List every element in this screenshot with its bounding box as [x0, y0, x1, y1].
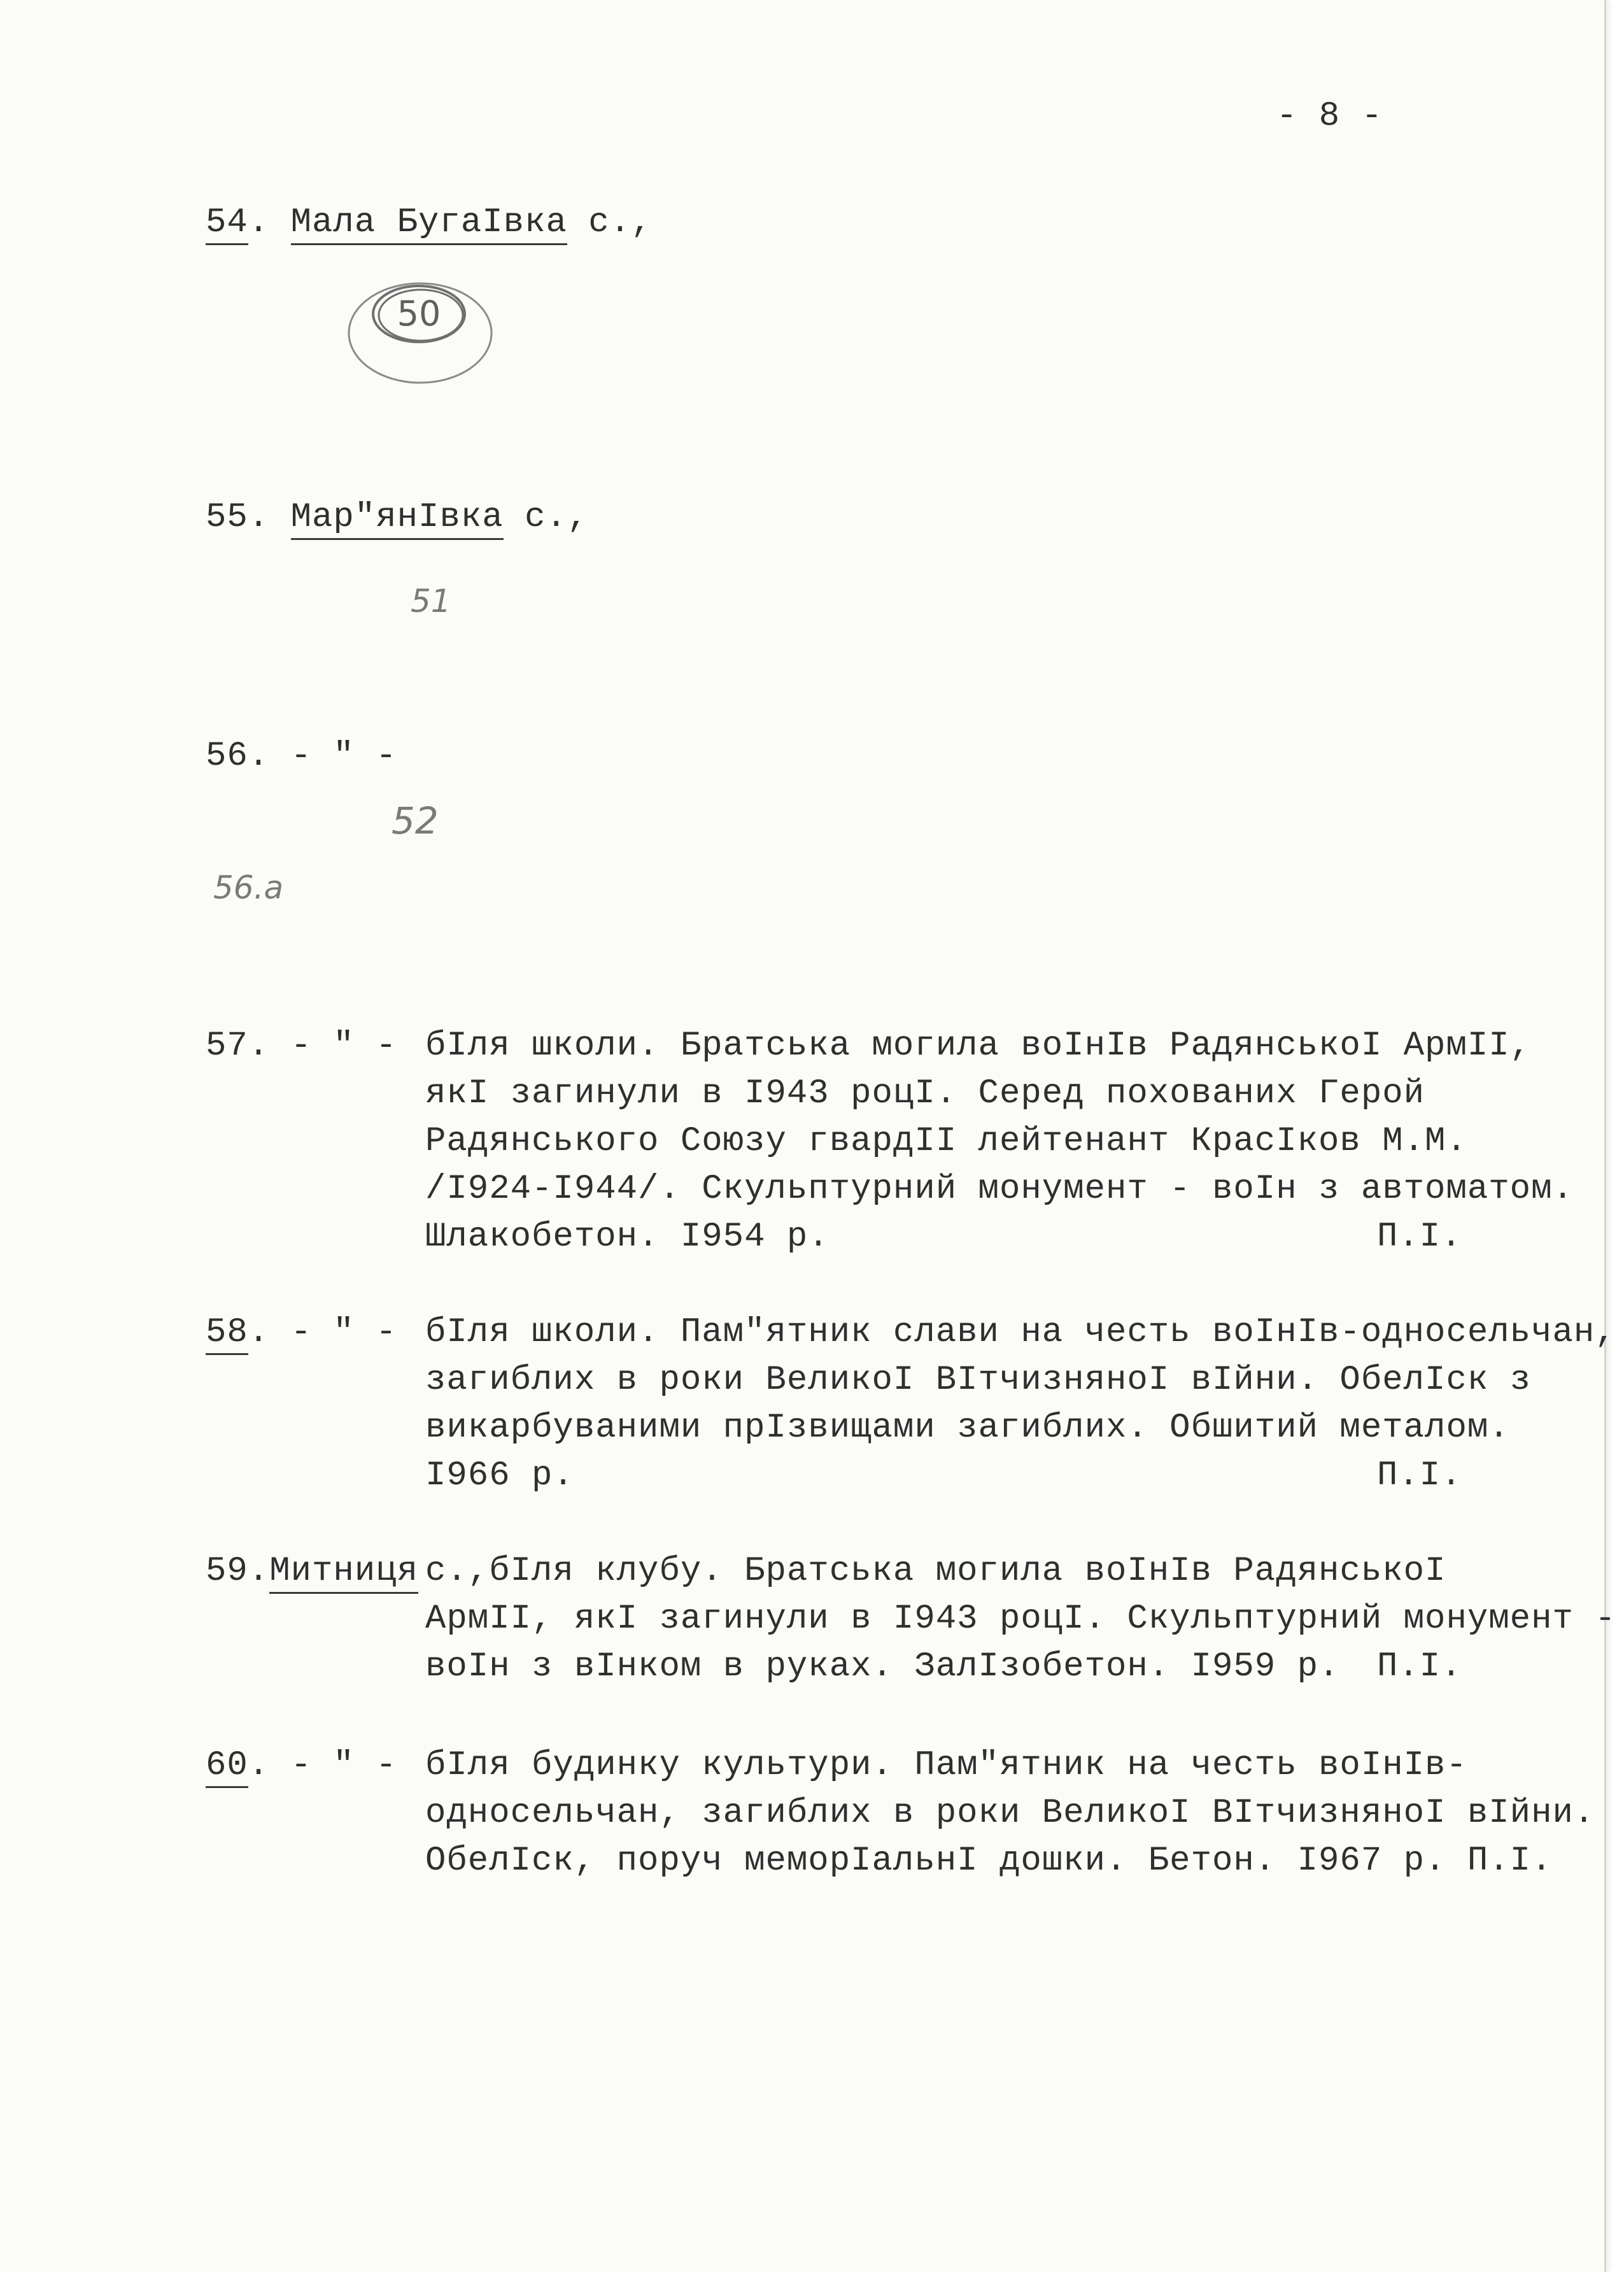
- entry-54-place: Мала БугаІвка: [291, 203, 567, 245]
- entry-59-tag: П.І.: [1377, 1647, 1462, 1686]
- entry-57-line-5: Шлакобетон. І954 р.: [425, 1218, 830, 1256]
- entry-57-number: 57. - " -: [206, 1026, 397, 1065]
- entry-55: 55. Мар"янІвка с.,: [206, 493, 588, 541]
- entry-58-number-ditto: . - " -: [248, 1313, 397, 1352]
- entry-60-number-ditto: . - " -: [248, 1746, 397, 1785]
- entry-59-place: Митниця: [269, 1552, 418, 1594]
- entry-57-tag: П.І.: [1377, 1218, 1462, 1256]
- entry-59-number: [206, 1547, 418, 1595]
- entry-54-number: 54: [206, 203, 248, 245]
- entry-60-line-1: бІля будинку культури. Пам"ятник на честь воІнІв-: [425, 1746, 1467, 1785]
- entry-57-line-1: бІля школи. Братська могила воІнІв РадянськоІ АрмІІ,: [425, 1026, 1532, 1065]
- entry-60-number-main: 60: [206, 1746, 248, 1788]
- entry-56: [206, 732, 397, 780]
- entry-58-line-3: викарбуваними прІзвищами загиблих. Обшитий металом.: [425, 1409, 1510, 1447]
- handwritten-number-51: 51: [411, 583, 451, 620]
- entry-55-suffix: с.,: [503, 498, 589, 537]
- entry-55-number: 55: [206, 498, 248, 537]
- circled-number: 50: [397, 294, 441, 334]
- entry-60-line-2: односельчан, загиблих в роки ВеликоІ ВІтчизняноІ вІйни.: [425, 1794, 1595, 1833]
- entry-57-line-3: Радянського Союзу гвардІІ лейтенант КрасІков М.М.: [425, 1122, 1467, 1161]
- handwritten-number-52: 52: [392, 799, 439, 842]
- entry-58-tag: П.І.: [1377, 1456, 1462, 1495]
- entry-58-number: [206, 1309, 397, 1356]
- entry-56-number: 56.: [206, 737, 270, 776]
- entry-60-line-3: ОбелІск, поруч меморІальнІ дошки. Бетон. І967 р. П.І.: [425, 1842, 1553, 1880]
- entry-58-line-1: бІля школи. Пам"ятник слави на честь воІнІв-односельчан,: [425, 1313, 1616, 1352]
- entry-59-line-2: АрмІІ, якІ загинули в І943 роцІ. Скульптурний монумент -: [425, 1600, 1616, 1638]
- entry-58-line-4: І966 р.: [425, 1456, 574, 1495]
- entry-58-line-2: загиблих в роки ВеликоІ ВІтчизняноІ вІйни. ОбелІск з: [425, 1361, 1532, 1400]
- entry-60-number: [206, 1742, 397, 1789]
- handwritten-number-56a: 56.а: [213, 869, 284, 906]
- circled-number-stamp: [344, 277, 497, 392]
- entry-55-place: Мар"янІвка: [291, 498, 504, 540]
- entry-58-number-main: 58: [206, 1313, 248, 1355]
- entry-56-ditto: - " -: [269, 737, 397, 776]
- entry-59-line-1: с.,бІля клубу. Братська могила воІнІв РадянськоІ: [425, 1552, 1446, 1591]
- entry-57-line-2: якІ загинули в І943 роцІ. Серед похованих Герой: [425, 1074, 1425, 1113]
- entry-54: 54. Мала БугаІвка с.,: [206, 199, 653, 246]
- entry-59-number-main: 59.: [206, 1552, 270, 1591]
- page-number: - 8 -: [1276, 97, 1383, 136]
- entry-57-line-4: /І924-І944/. Скульптурний монумент - воІн з автоматом.: [425, 1170, 1574, 1209]
- entry-54-suffix: с.,: [567, 203, 653, 242]
- entry-59-line-3: воІн з вІнком в руках. ЗалІзобетон. І959 р.: [425, 1647, 1340, 1686]
